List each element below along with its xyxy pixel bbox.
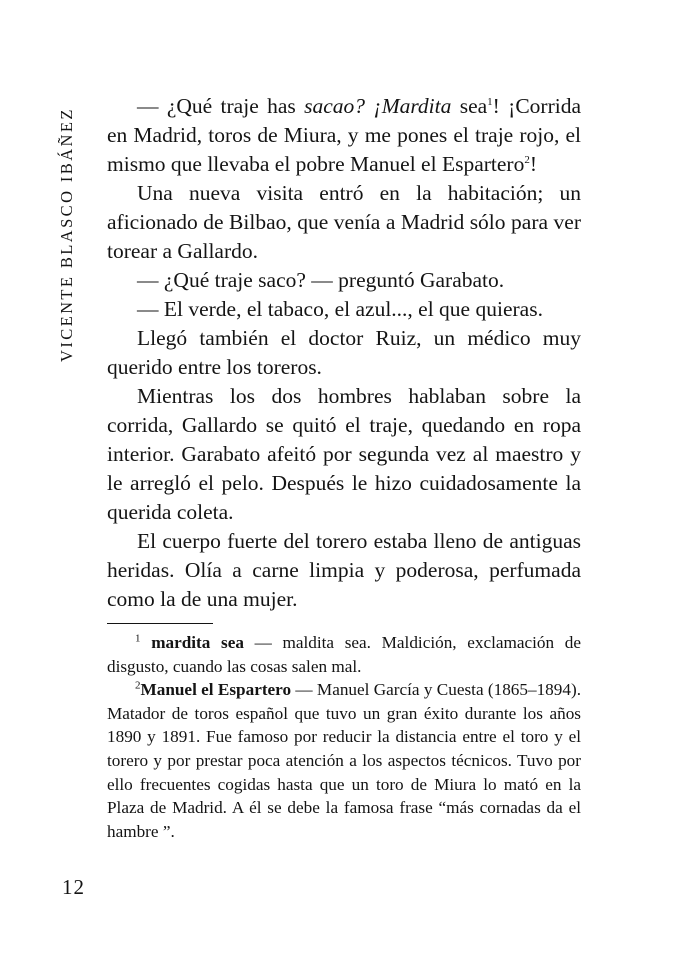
footnote-number: 1 [135,632,141,645]
text-run: ! ¡Corrida en Madrid, toros de Miura, y me pones el traje rojo, el mismo que llevaba el pobre Manuel el Espartero [107,94,582,176]
paragraph-3: — ¿Qué traje saco? — preguntó Garabato. [137,268,505,292]
footnote-term: mardita sea [151,633,244,652]
paragraph-1 [107,92,581,179]
footnotes [107,631,581,843]
text-run: sea [451,94,488,118]
paragraph-2: Una nueva visita entró en la habitación; un aficionado de Bilbao, que venía a Madrid sólo para ver torear a Gallardo. [107,181,581,263]
running-header-author: VICENTE BLASCO IBÁÑEZ [57,107,76,363]
italic-run: sacao? ¡Mardita [304,94,452,118]
footnote-ref-2[interactable]: 2 [524,153,530,166]
footnote-ref-1[interactable]: 1 [487,95,493,108]
text-run: — ¿Qué traje has [137,94,305,118]
footnote-divider [107,623,213,624]
footnote-text: — Manuel García y Cuesta (1865–1894). Matador de toros español que tuvo un gran éxito durante los años 1890 y 1891. Fue famoso por reducir la distancia entre el toro y el torero y por prestar poca atención a los aspectos técnicos. Tuvo por ello frecuentes cogidas hasta que un toro de Miura lo mató en la Plaza de Madrid. A él se debe la famosa frase “más cornadas da el hambre ”. [107,680,581,841]
page-number: 12 [62,875,85,899]
paragraph-7: El cuerpo fuerte del torero estaba lleno de antiguas heridas. Olía a carne limpia y poderosa, perfumada como la de una mujer. [107,529,581,611]
main-text [107,92,581,614]
paragraph-4: — El verde, el tabaco, el azul..., el que quieras. [137,297,543,321]
footnote-1 [107,631,581,678]
footnote-2 [107,678,581,843]
paragraph-6: Mientras los dos hombres hablaban sobre la corrida, Gallardo se quitó el traje, quedando en ropa interior. Garabato afeitó por segunda vez al maestro y le arregló el pelo. Después le hizo cuidadosamente la querida coleta. [107,384,581,524]
paragraph-5: Llegó también el doctor Ruiz, un médico muy querido entre los toreros. [107,326,581,379]
text-run: ! [529,152,537,176]
footnote-text: — maldita sea. Maldición, exclamación de disgusto, cuando las cosas salen mal. [107,633,581,676]
footnote-term: Manuel el Espartero [140,680,292,700]
footnote-number: 2 [135,679,141,692]
